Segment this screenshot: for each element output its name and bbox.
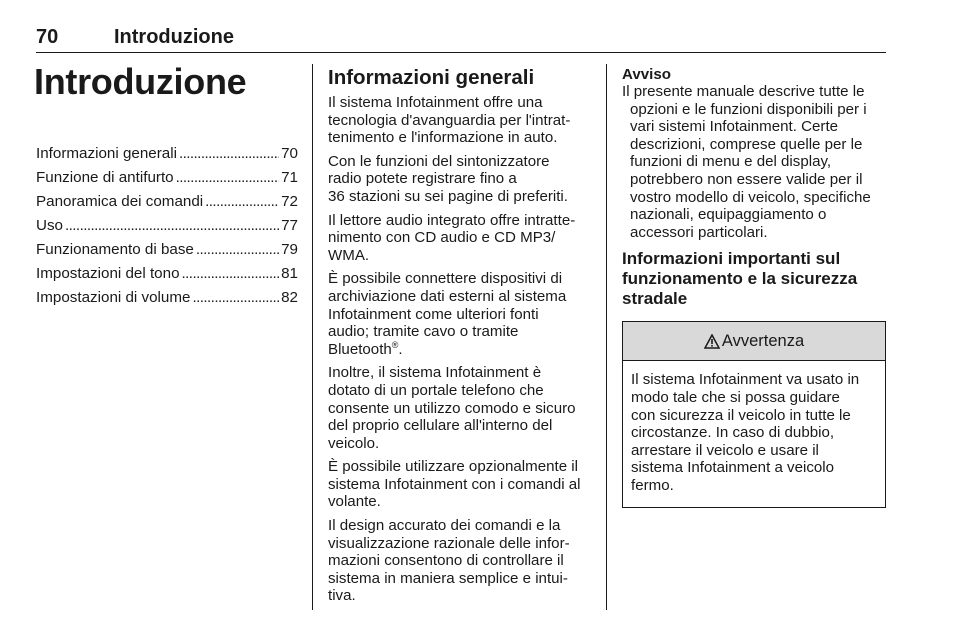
- toc-entry: [36, 262, 298, 286]
- note-line: accessori particolari.: [630, 223, 768, 241]
- paragraph-line: nimento con CD audio e CD MP3/: [328, 229, 556, 247]
- toc-entry: [36, 214, 298, 238]
- note-line: vostro modello di veicolo, specifiche: [630, 188, 871, 206]
- paragraph-line: Il sistema Infotainment offre una: [328, 94, 543, 111]
- paragraph-line: Il lettore audio integrato offre intratte-: [328, 211, 576, 229]
- toc-entry-label: Funzione di antifurto: [36, 169, 174, 186]
- paragraph-line: tenimento e l'informazione in auto.: [328, 129, 558, 147]
- toc-entry: [36, 286, 298, 310]
- subsection-heading-line: funzionamento e la sicurezza: [622, 269, 858, 289]
- toc-entry: [36, 142, 298, 166]
- subsection-heading-line: stradale: [622, 289, 688, 309]
- paragraph: [328, 364, 592, 452]
- toc-leader-dots: [192, 286, 279, 310]
- main-column: [328, 66, 592, 611]
- warning-body: [623, 361, 885, 506]
- paragraph-line: veicolo.: [328, 434, 380, 452]
- toc-entry: [36, 166, 298, 190]
- right-column: [622, 66, 886, 508]
- paragraph-line: audio; tramite cavo o tramite: [328, 323, 519, 341]
- toc-entry-label: Funzionamento di base: [36, 241, 194, 258]
- note-title: Avviso: [622, 66, 671, 83]
- paragraph-line: visualizzazione razionale delle infor-: [328, 534, 570, 552]
- bluetooth-period: .: [398, 340, 403, 358]
- table-of-contents: [36, 142, 298, 310]
- subsection-heading: [622, 249, 886, 309]
- paragraph: [328, 212, 592, 265]
- running-title: Introduzione: [114, 26, 234, 48]
- toc-entry-label: Impostazioni del tono: [36, 265, 180, 282]
- paragraph-line: È possibile utilizzare opzionalmente il: [328, 458, 579, 476]
- note-text: [622, 83, 886, 241]
- subsection-heading-line: Informazioni importanti sul: [622, 249, 841, 269]
- paragraph-line: WMA.: [328, 246, 370, 264]
- toc-entry-page: 81: [281, 265, 298, 282]
- toc-entry-page: 70: [281, 145, 298, 162]
- paragraph-line: radio potete registrare fino a: [328, 170, 517, 188]
- toc-entry-label: Panoramica dei comandi: [36, 193, 204, 210]
- toc-leader-dots: [182, 262, 280, 286]
- paragraph: [328, 517, 592, 605]
- paragraph-line: Infotainment come ulteriori fonti: [328, 305, 539, 323]
- note-line: nazionali, equipaggiamento o: [630, 206, 827, 224]
- paragraph-line: sistema Infotainment con i comandi al: [328, 475, 581, 493]
- paragraph-line: sistema in maniera semplice e intui-: [328, 569, 568, 587]
- toc-entry-page: 71: [281, 169, 298, 186]
- paragraph: [328, 458, 592, 511]
- note-line: vari sistemi Infotainment. Certe: [630, 118, 839, 136]
- paragraph-line: volante.: [328, 493, 381, 511]
- paragraph-line: dotato di un portale telefono che: [328, 381, 544, 399]
- toc-entry-page: 79: [281, 241, 298, 258]
- note-line: Il presente manuale descrive tutte le: [622, 83, 865, 100]
- paragraph-line: mazioni consentono di controllare il: [328, 552, 564, 570]
- paragraph-line: Con le funzioni del sintonizzatore: [328, 152, 550, 170]
- warning-title: Avvertenza: [721, 331, 805, 350]
- note-line: opzioni e le funzioni disponibili per i: [630, 100, 867, 118]
- toc-leader-dots: [179, 142, 279, 166]
- paragraph-line: È possibile connettere dispositivi di: [328, 270, 563, 288]
- column-divider-right: [606, 64, 607, 610]
- bluetooth-word: Bluetooth: [328, 340, 392, 358]
- paragraph-line: 36 stazioni su sei pagine di preferiti.: [328, 187, 568, 205]
- warning-box: [622, 321, 886, 507]
- warning-triangle-icon: [704, 334, 720, 349]
- toc-entry: [36, 238, 298, 262]
- warning-line: con sicurezza il veicolo in tutte le: [631, 406, 851, 424]
- toc-entry: [36, 190, 298, 214]
- column-divider-left: [312, 64, 313, 610]
- section-body: [328, 94, 592, 605]
- toc-leader-dots: [176, 166, 279, 190]
- paragraph-line: consente un utilizzo comodo e sicuro: [328, 399, 576, 417]
- note-line: funzioni di menu e del display,: [630, 153, 832, 171]
- paragraph-line: archiviazione dati esterni al sistema: [328, 287, 567, 305]
- warning-line: fermo.: [631, 476, 674, 494]
- note-line: potrebbero non essere valide per il: [630, 170, 863, 188]
- paragraph-line: Inoltre, il sistema Infotainment è: [328, 364, 542, 382]
- section-heading: Informazioni generali: [328, 66, 535, 89]
- warning-header: [623, 322, 885, 361]
- paragraph: [328, 270, 592, 358]
- toc-entry-page: 82: [281, 289, 298, 306]
- chapter-title: Introduzione: [34, 61, 247, 102]
- paragraph-line: tecnologia d'avanguardia per l'intrat-: [328, 111, 571, 129]
- toc-entry-label: Uso: [36, 217, 64, 234]
- toc-leader-dots: [205, 190, 279, 214]
- paragraph-line: [328, 341, 592, 359]
- page-number: 70: [36, 26, 59, 48]
- warning-line: arrestare il veicolo e usare il: [631, 441, 819, 459]
- toc-entry-label: Informazioni generali: [36, 145, 177, 162]
- warning-line: circostanze. In caso di dubbio,: [631, 424, 835, 442]
- toc-entry-page: 77: [281, 217, 298, 234]
- toc-leader-dots: [65, 214, 279, 238]
- note-line: descrizioni, comprese quelle per le: [630, 135, 863, 153]
- warning-line: sistema Infotainment a veicolo: [631, 459, 835, 477]
- paragraph-line: del proprio cellulare all'interno del: [328, 417, 553, 435]
- warning-line: modo tale che si possa guidare: [631, 388, 840, 406]
- paragraph-line: Il design accurato dei comandi e la: [328, 517, 561, 535]
- registered-mark: ®: [391, 339, 399, 350]
- paragraph: [328, 94, 592, 147]
- paragraph-line: tiva.: [328, 587, 356, 605]
- toc-leader-dots: [196, 238, 279, 262]
- toc-entry-page: 72: [281, 193, 298, 210]
- page-header: [36, 26, 886, 53]
- paragraph: [328, 153, 592, 206]
- warning-line: Il sistema Infotainment va usato in: [631, 371, 860, 389]
- toc-entry-label: Impostazioni di volume: [36, 289, 191, 306]
